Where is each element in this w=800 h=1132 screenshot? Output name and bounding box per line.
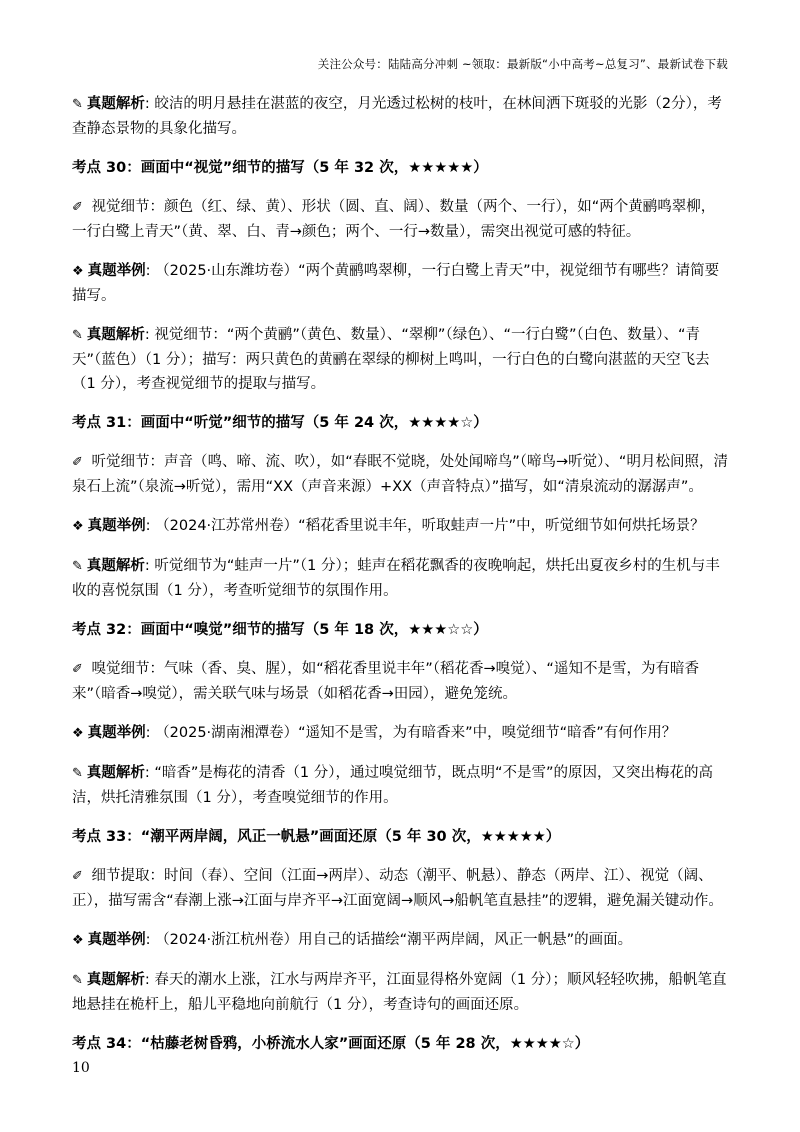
paragraph-text: : （2025·山东潍坊卷）“两个黄鹂鸣翠柳，一行白鹭上青天”中，视觉细节有哪些？请简要描写。 (72, 263, 720, 304)
paragraph (72, 554, 728, 603)
pencil-icon: ✎ (72, 973, 83, 988)
pencil-icon: ✎ (72, 97, 83, 112)
page-number: 10 (72, 1060, 90, 1076)
diamond-bullet-icon: ❖ (72, 933, 84, 948)
paragraph (72, 514, 728, 539)
paragraph (72, 323, 728, 396)
paragraph (72, 968, 728, 1017)
paragraph-text: : 视觉细节：“两个黄鹂”（黄色、数量）、“翠柳”（绿色）、“一行白鹭”（白色、数量）、“青天”（蓝色）（1 分）；描写：两只黄色的黄鹂在翠绿的柳树上鸣叫，一行白色的白鹭向湛蓝的天空飞去（1 分），考查视觉细节的提取与描写。 (72, 327, 710, 392)
paragraph (72, 864, 728, 913)
page-content (72, 92, 728, 1071)
paragraph-label: 真题解析 (86, 327, 145, 343)
paragraph (72, 657, 728, 706)
paragraph-label: 真题举例 (87, 518, 146, 534)
paragraph-label: 真题解析 (86, 558, 145, 574)
diamond-bullet-icon: ❖ (72, 726, 84, 741)
paragraph (72, 259, 728, 308)
paragraph (72, 195, 728, 244)
pencil-icon: ✎ (72, 559, 83, 574)
note-pencil-icon: ✐ (72, 455, 83, 470)
section-heading: 考点 31：画面中“听觉”细节的描写（5 年 24 次，★★★★☆） (72, 415, 488, 431)
paragraph-text: : （2025·湖南湘潭卷）“遥知不是雪，为有暗香来”中，嗅觉细节“暗香”有何作用？ (145, 725, 677, 741)
paragraph (72, 92, 728, 141)
paragraph-text: : （2024·江苏常州卷）“稻花香里说丰年，听取蛙声一片”中，听觉细节如何烘托场景？ (145, 518, 705, 534)
paragraph-text: 视觉细节：颜色（红、绿、黄）、形状（圆、直、阔）、数量（两个、一行），如“两个黄鹂鸣翠柳，一行白鹭上青天”（黄、翠、白、青→颜色；两个、一行→数量），需突出视觉可感的特征。 (72, 199, 716, 240)
paragraph-text: : （2024·浙江杭州卷）用自己的话描绘“潮平两岸阔，风正一帆悬”的画面。 (145, 932, 633, 948)
paragraph-label: 真题解析 (86, 972, 145, 988)
paragraph-text: 细节提取：时间（春）、空间（江面→两岸）、动态（潮平、帆悬）、静态（两岸、江）、视觉（阔、正），描写需含“春潮上涨→江面与岸齐平→江面宽阔→顺风→船帆笔直悬挂”的逻辑，避免漏关键动作。 (72, 868, 723, 909)
paragraph (72, 721, 728, 746)
paragraph (72, 761, 728, 810)
paragraph-text: : 听觉细节为“蛙声一片”（1 分）；蛙声在稻花飘香的夜晚响起，烘托出夏夜乡村的生机与丰收的喜悦氛围（1 分），考查听觉细节的氛围作用。 (72, 558, 720, 599)
diamond-bullet-icon: ❖ (72, 519, 84, 534)
section-heading: 考点 32：画面中“嗅觉”细节的描写（5 年 18 次，★★★☆☆） (72, 622, 488, 638)
paragraph-label: 真题举例 (87, 932, 146, 948)
paragraph-text: : 春天的潮水上涨，江水与两岸齐平，江面显得格外宽阔（1 分）；顺风轻轻吹拂，船帆笔直地悬挂在桅杆上，船儿平稳地向前航行（1 分），考查诗句的画面还原。 (72, 972, 727, 1013)
note-pencil-icon: ✐ (72, 869, 83, 884)
section-heading: 考点 34：“枯藤老树昏鸦，小桥流水人家”画面还原（5 年 28 次，★★★★☆） (72, 1036, 590, 1052)
paragraph-label: 真题举例 (87, 725, 146, 741)
paragraph-label: 真题解析 (86, 96, 145, 112)
paragraph-label: 真题举例 (87, 263, 146, 279)
pencil-icon: ✎ (72, 766, 83, 781)
paragraph-text: 听觉细节：声音（鸣、啼、流、吹），如“春眠不觉晓，处处闻啼鸟”（啼鸟→听觉）、“明月松间照，清泉石上流”（泉流→听觉），需用“XX（声音来源）+XX（声音特点）”描写，如“清泉流动的潺潺声”。 (72, 454, 728, 495)
paragraph (72, 928, 728, 953)
paragraph-text: 嗅觉细节：气味（香、臭、腥），如“稻花香里说丰年”（稻花香→嗅觉）、“遥知不是雪，为有暗香来”（暗香→嗅觉），需关联气味与场景（如稻花香→田园），避免笼统。 (72, 661, 699, 702)
note-pencil-icon: ✐ (72, 662, 83, 677)
page-header: 关注公众号：陆陆高分冲刺 ~领取：最新版“小中高考~总复习”、最新试卷下载 (317, 57, 728, 71)
paragraph-text: : “暗香”是梅花的清香（1 分），通过嗅觉细节，既点明“不是雪”的原因，又突出梅花的高洁，烘托清雅氛围（1 分），考查嗅觉细节的作用。 (72, 765, 714, 806)
section-heading: 考点 33：“潮平两岸阔，风正一帆悬”画面还原（5 年 30 次，★★★★★） (72, 829, 561, 845)
paragraph-label: 真题解析 (86, 765, 145, 781)
pencil-icon: ✎ (72, 328, 83, 343)
paragraph-text: : 皎洁的明月悬挂在湛蓝的夜空，月光透过松树的枝叶，在林间洒下斑驳的光影（2分），考查静态景物的具象化描写。 (72, 96, 722, 137)
diamond-bullet-icon: ❖ (72, 264, 84, 279)
section-heading: 考点 30：画面中“视觉”细节的描写（5 年 32 次，★★★★★） (72, 160, 488, 176)
paragraph (72, 450, 728, 499)
note-pencil-icon: ✐ (72, 200, 83, 215)
